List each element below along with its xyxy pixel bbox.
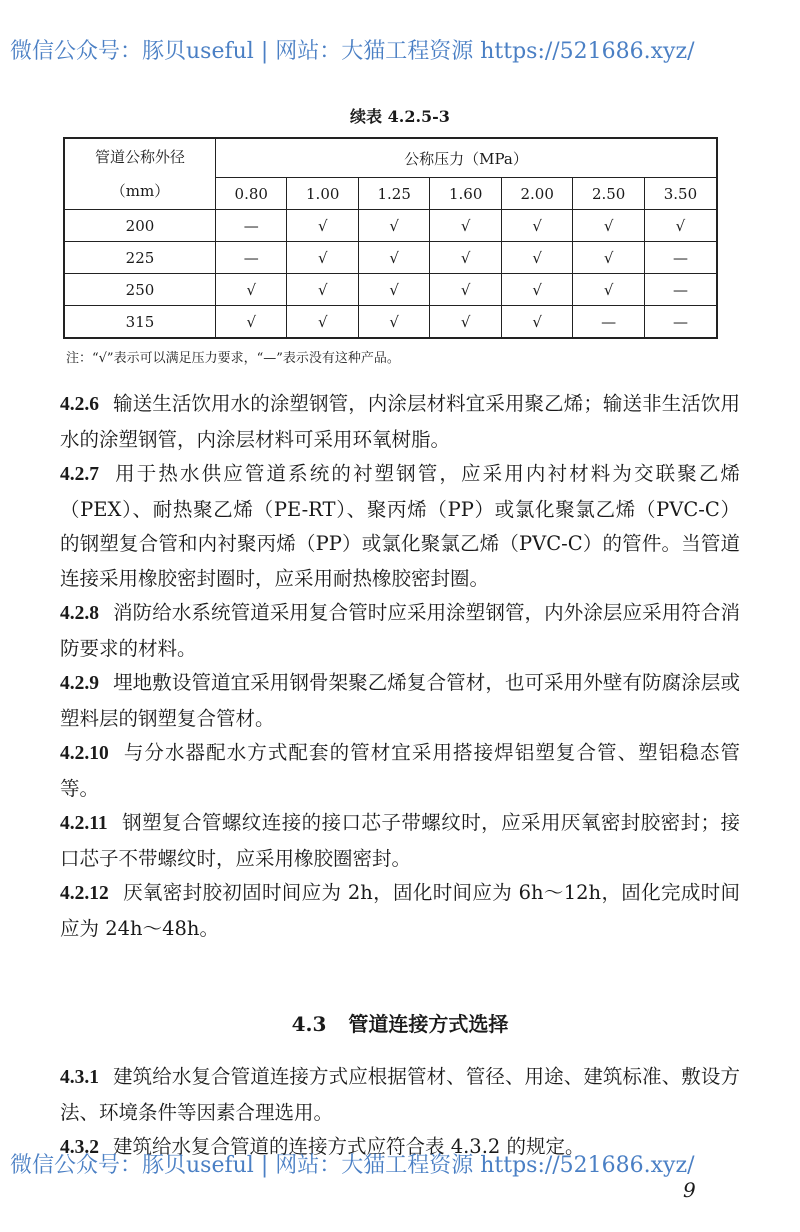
clause-4-3-1 (60, 1060, 740, 1130)
clause-number: 4.3.2 (60, 1137, 99, 1158)
diameter-cell: 200 (64, 210, 216, 242)
table-cell: √ (287, 242, 358, 274)
clause-4-2-9 (60, 666, 740, 736)
table-cell: — (216, 210, 287, 242)
table-cell: √ (430, 210, 501, 242)
table-cell: √ (501, 306, 572, 339)
pressure-header: 1.00 (287, 178, 358, 210)
table-cell: √ (430, 274, 501, 306)
header-diameter (64, 138, 216, 210)
pressure-header: 2.00 (501, 178, 572, 210)
table-header-row (64, 138, 717, 178)
pressure-header: 1.25 (358, 178, 429, 210)
pressure-header: 1.60 (430, 178, 501, 210)
table-row (64, 242, 717, 274)
clause-text: 厌氧密封胶初固时间应为 2h，固化时间应为 6h～12h，固化完成时间应为 24h～48h。 (60, 881, 740, 940)
table-cell: √ (287, 210, 358, 242)
table-row (64, 274, 717, 306)
clause-number: 4.2.9 (60, 673, 99, 694)
diameter-cell: 225 (64, 242, 216, 274)
clause-text: 建筑给水复合管道的连接方式应符合表 4.3.2 的规定。 (113, 1135, 585, 1158)
table-cell: √ (430, 306, 501, 339)
table-cell: √ (287, 306, 358, 339)
table-cell: √ (573, 274, 644, 306)
clause-number: 4.2.7 (60, 464, 99, 485)
clause-number: 4.3.1 (60, 1067, 99, 1088)
table-cell: √ (501, 274, 572, 306)
pressure-header: 0.80 (216, 178, 287, 210)
clause-4-2-6 (60, 387, 740, 457)
table-cell: — (573, 306, 644, 339)
clause-number: 4.2.11 (60, 813, 108, 834)
clause-text: 与分水器配水方式配套的管材宜采用搭接焊铝塑复合管、塑铝稳态管等。 (60, 741, 740, 800)
clause-number: 4.2.6 (60, 394, 99, 415)
clause-4-2-7 (60, 457, 740, 596)
table-cell: √ (430, 242, 501, 274)
table-cell: √ (573, 242, 644, 274)
pressure-table (63, 137, 718, 339)
clause-text: 建筑给水复合管道连接方式应根据管材、管径、用途、建筑标准、敷设方法、环境条件等因素合理选用。 (60, 1065, 740, 1124)
pressure-header: 3.50 (644, 178, 717, 210)
header-diameter-label: 管道公称外径 (94, 148, 185, 166)
diameter-cell: 250 (64, 274, 216, 306)
header-diameter-unit: （mm） (110, 182, 170, 200)
section-title: 管道连接方式选择 (348, 1012, 509, 1036)
clauses-block (60, 387, 740, 946)
watermark-bottom: 微信公众号：豚贝useful | 网站：大猫工程资源 https://521686.xyz/ (10, 1153, 695, 1178)
section-number: 4.3 (291, 1012, 327, 1036)
clause-text: 消防给水系统管道采用复合管时应采用涂塑钢管，内外涂层应采用符合消防要求的材料。 (60, 601, 740, 660)
pressure-header: 2.50 (573, 178, 644, 210)
table-cell: — (216, 242, 287, 274)
clause-4-2-11 (60, 806, 740, 876)
clause-number: 4.2.12 (60, 883, 109, 904)
clause-number: 4.2.10 (60, 743, 109, 764)
table-row (64, 210, 717, 242)
table-cell: √ (573, 210, 644, 242)
table-cell: √ (358, 274, 429, 306)
clause-text: 用于热水供应管道系统的衬塑钢管，应采用内衬材料为交联聚乙烯（PEX）、耐热聚乙烯（PE-RT）、聚丙烯（PP）或氯化聚氯乙烯（PVC-C）的钢塑复合管和内衬聚丙烯（PP）或氯化聚氯乙烯（PVC-C）的管件。当管道连接采用橡胶密封圈时，应采用耐热橡胶密封圈。 (60, 462, 740, 590)
table-cell: √ (358, 210, 429, 242)
watermark-top: 微信公众号：豚贝useful | 网站：大猫工程资源 https://521686.xyz/ (10, 39, 695, 64)
table-cell: √ (644, 210, 717, 242)
table-cell: √ (501, 242, 572, 274)
clause-text: 钢塑复合管螺纹连接的接口芯子带螺纹时，应采用厌氧密封胶密封；接口芯子不带螺纹时，应采用橡胶圈密封。 (60, 811, 740, 870)
table-cell: √ (358, 242, 429, 274)
clause-4-2-8 (60, 596, 740, 666)
clause-number: 4.2.8 (60, 603, 99, 624)
table-cell: √ (358, 306, 429, 339)
table-cell: √ (216, 306, 287, 339)
clause-4-2-10 (60, 736, 740, 806)
clause-text: 埋地敷设管道宜采用钢骨架聚乙烯复合管材，也可采用外壁有防腐涂层或塑料层的钢塑复合管材。 (60, 671, 740, 730)
table-cell: — (644, 242, 717, 274)
table-title: 续表 4.2.5-3 (350, 107, 450, 126)
table-cell: √ (287, 274, 358, 306)
table-cell: √ (501, 210, 572, 242)
diameter-cell: 315 (64, 306, 216, 339)
table-row (64, 306, 717, 339)
header-pressure-group: 公称压力（MPa） (216, 138, 718, 178)
table-cell: — (644, 274, 717, 306)
table-cell: √ (216, 274, 287, 306)
page-number: 9 (683, 1178, 696, 1202)
clause-4-2-12 (60, 876, 740, 946)
table-cell: — (644, 306, 717, 339)
clause-text: 输送生活饮用水的涂塑钢管，内涂层材料宜采用聚乙烯；输送非生活饮用水的涂塑钢管，内涂层材料可采用环氧树脂。 (60, 392, 740, 451)
section-heading (0, 1008, 800, 1037)
table-note: 注：“√”表示可以满足压力要求，“—”表示没有这种产品。 (66, 351, 400, 366)
